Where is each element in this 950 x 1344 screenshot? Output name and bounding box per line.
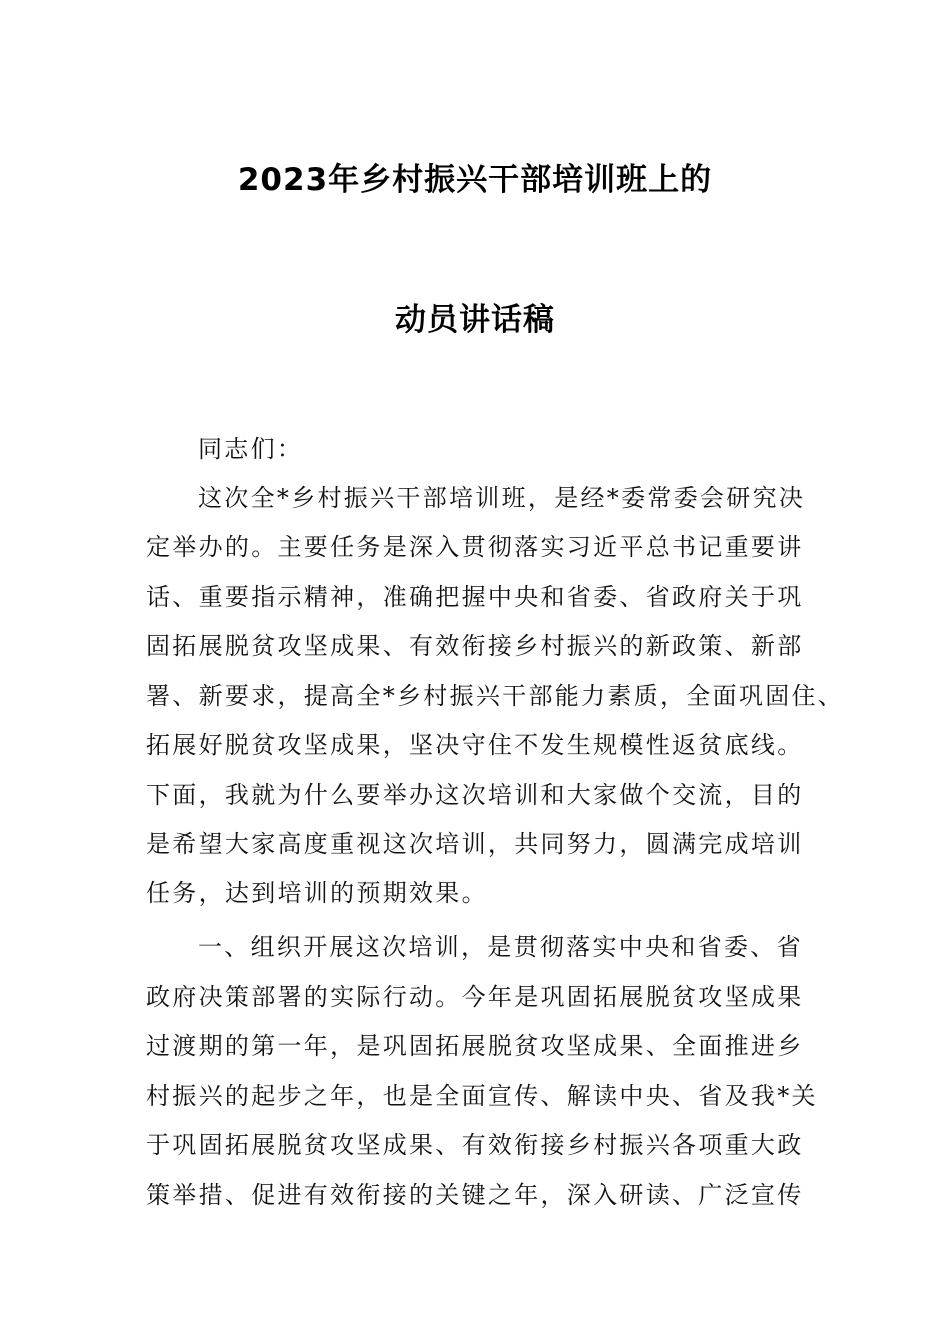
body-line: 过渡期的第一年，是巩固拓展脱贫攻坚成果、全面推进乡 [146,1032,804,1060]
body-line: 拓展好脱贫攻坚成果，坚决守住不发生规模性返贫底线。 [146,731,804,759]
body-line: 任务，达到培训的预期效果。 [146,879,488,907]
document-title-line-1: 2023年乡村振兴干部培训班上的 [237,162,713,198]
body-line: 政府决策部署的实际行动。今年是巩固拓展脱贫攻坚成果 [146,983,804,1011]
body-line: 固拓展脱贫攻坚成果、有效衔接乡村振兴的新政策、新部 [146,632,804,660]
document-title-line-2: 动员讲话稿 [395,302,555,338]
body-line: 这次全*乡村振兴干部培训班，是经*委常委会研究决 [198,484,806,512]
body-line: 策举措、促进有效衔接的关键之年，深入研读、广泛宣传 [146,1181,804,1209]
body-line: 下面，我就为什么要举办这次培训和大家做个交流，目的 [146,781,804,809]
body-line: 村振兴的起步之年，也是全面宣传、解读中央、省及我*关 [146,1082,818,1110]
section-heading-line: 一、组织开展这次培训，是贯彻落实中央和省委、省 [198,933,803,961]
body-line: 话、重要指示精神，准确把握中央和省委、省政府关于巩 [146,583,804,611]
salutation: 同志们： [198,435,304,463]
body-line: 定举办的。主要任务是深入贯彻落实习近平总书记重要讲 [146,533,804,561]
body-line: 于巩固拓展脱贫攻坚成果、有效衔接乡村振兴各项重大政 [146,1131,804,1159]
body-line: 是希望大家高度重视这次培训，共同努力，圆满完成培训 [146,830,804,858]
body-line: 署、新要求，提高全*乡村振兴干部能力素质，全面巩固住、 [146,682,845,710]
